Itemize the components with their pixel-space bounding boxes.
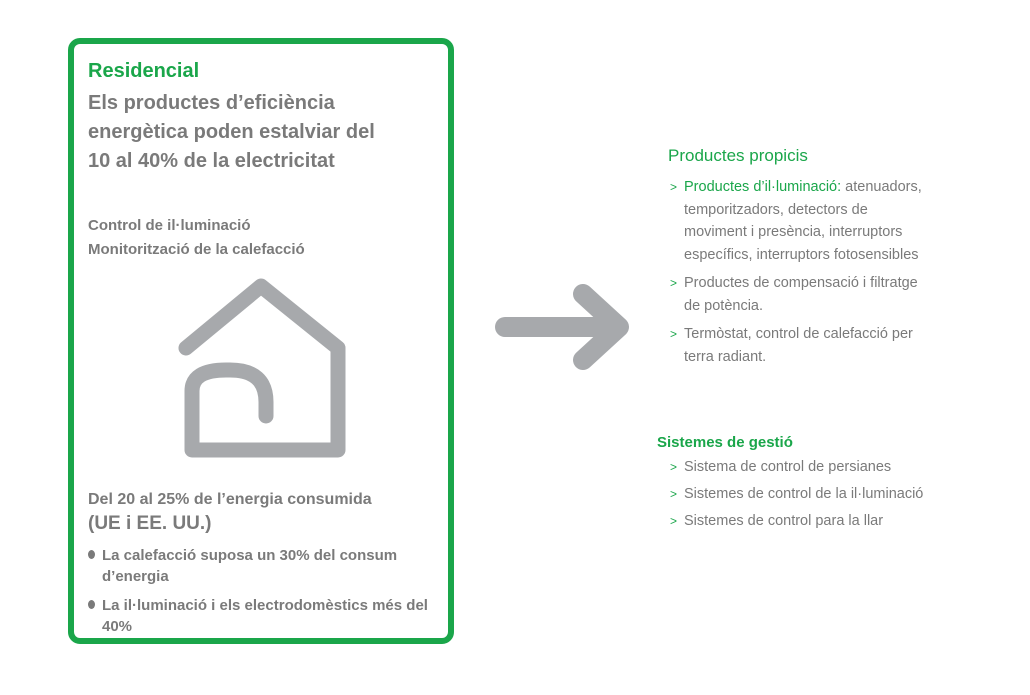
feature-item: Monitorització de la calefacció: [88, 241, 305, 258]
stat-list: [88, 545, 428, 645]
products-heading: Productes propicis: [668, 146, 808, 165]
arrow-right-icon: [495, 282, 637, 372]
list-item: > Sistemes de control de la il·luminació: [670, 484, 940, 505]
products-list: [670, 176, 930, 374]
energy-stat-region: (UE i EE. UU.): [88, 513, 212, 534]
feature-list: [88, 214, 305, 262]
energy-stat-text: Del 20 al 25% de l’energia consumida: [88, 491, 372, 508]
list-item: [670, 323, 930, 368]
list-item: [670, 176, 930, 266]
systems-heading: Sistemes de gestió: [657, 434, 793, 451]
systems-list: [670, 457, 940, 538]
house-icon: [176, 276, 348, 462]
card-title: Residencial: [88, 60, 200, 82]
product-text: Productes de compensació i filtratge de potència.: [684, 275, 918, 314]
list-item: La il·luminació i els electrodomèstics més del 40%: [88, 595, 428, 637]
product-text: atenuadors, temporitzadors, detectors de moviment i presència, interruptors específics, interruptors fotosensibles: [684, 179, 922, 263]
feature-item: Control de il·luminació: [88, 217, 251, 234]
list-item: [670, 272, 930, 317]
card-headline: Els productes d’eficiència energètica poden estalviar del 10 al 40% de la electricitat: [88, 92, 375, 172]
product-text: Termòstat, control de calefacció per terra radiant.: [684, 326, 913, 365]
list-item: > Sistemes de control para la llar: [670, 511, 940, 532]
list-item: > Sistema de control de persianes: [670, 457, 940, 478]
list-item: La calefacció suposa un 30% del consum d’energia: [88, 545, 428, 587]
energy-stat: [88, 488, 428, 536]
product-category: Productes d’il·luminació:: [684, 179, 842, 195]
